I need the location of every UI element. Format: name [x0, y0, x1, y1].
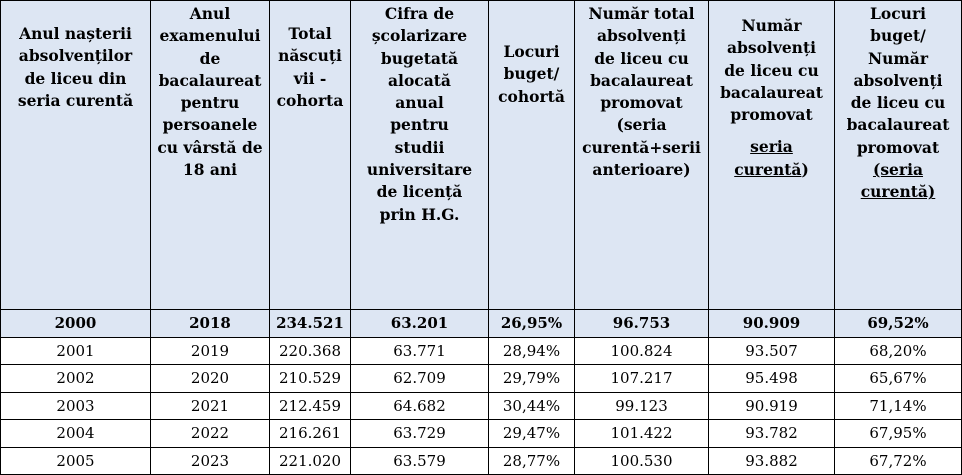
- cell-budget-places: 62.709: [351, 365, 489, 393]
- cell-places-per-cohort: 28,77%: [489, 447, 575, 475]
- cell-current-graduates: 93.782: [709, 420, 835, 448]
- header-places-per-graduates: Locuri buget/ Număr absolvenți de liceu cu bacalaureat promovat (seria curentă): [835, 1, 962, 310]
- header-row: [1, 1, 962, 310]
- table-row: [1, 420, 962, 448]
- header-places-per-cohort: Locuri buget/ cohortă: [489, 1, 575, 310]
- cell-places-per-graduates: 71,14%: [835, 392, 962, 420]
- cell-budget-places: 63.579: [351, 447, 489, 475]
- cell-places-per-graduates: 65,67%: [835, 365, 962, 393]
- cell-budget-places: 63.771: [351, 337, 489, 365]
- cell-places-per-graduates: 69,52%: [835, 310, 962, 338]
- cell-total-births: 234.521: [270, 310, 351, 338]
- cell-exam-year: 2023: [151, 447, 270, 475]
- table-row: [1, 310, 962, 338]
- cell-places-per-cohort: 26,95%: [489, 310, 575, 338]
- cell-budget-places: 63.201: [351, 310, 489, 338]
- cell-total-graduates: 100.530: [575, 447, 709, 475]
- cell-total-births: 210.529: [270, 365, 351, 393]
- cell-exam-year: 2018: [151, 310, 270, 338]
- header-total-births: Total născuți vii - cohorta: [270, 1, 351, 310]
- cell-current-graduates: 95.498: [709, 365, 835, 393]
- header-total-graduates: Număr total absolvenți de liceu cu bacalaureat promovat (seria curentă+serii anterioare): [575, 1, 709, 310]
- cell-birth-year: 2005: [1, 447, 151, 475]
- cell-birth-year: 2000: [1, 310, 151, 338]
- cell-total-graduates: 100.824: [575, 337, 709, 365]
- cell-places-per-graduates: 67,95%: [835, 420, 962, 448]
- cell-exam-year: 2020: [151, 365, 270, 393]
- cell-exam-year: 2019: [151, 337, 270, 365]
- cell-places-per-cohort: 30,44%: [489, 392, 575, 420]
- cell-exam-year: 2022: [151, 420, 270, 448]
- cell-total-graduates: 107.217: [575, 365, 709, 393]
- cell-budget-places: 64.682: [351, 392, 489, 420]
- table-row: [1, 392, 962, 420]
- cell-places-per-cohort: 29,47%: [489, 420, 575, 448]
- header-current-graduates: Număr absolvenți de liceu cu bacalaureat promovat seria curentă): [709, 1, 835, 310]
- cell-budget-places: 63.729: [351, 420, 489, 448]
- table-row: [1, 337, 962, 365]
- cell-birth-year: 2003: [1, 392, 151, 420]
- cell-current-graduates: 93.507: [709, 337, 835, 365]
- cell-current-graduates: 90.909: [709, 310, 835, 338]
- cell-total-births: 221.020: [270, 447, 351, 475]
- cell-places-per-cohort: 28,94%: [489, 337, 575, 365]
- cell-total-births: 216.261: [270, 420, 351, 448]
- cell-total-graduates: 99.123: [575, 392, 709, 420]
- cell-places-per-cohort: 29,79%: [489, 365, 575, 393]
- cell-places-per-graduates: 68,20%: [835, 337, 962, 365]
- header-exam-year: Anul examenului de bacalaureat pentru persoanele cu vârstă de 18 ani: [151, 1, 270, 310]
- cell-exam-year: 2021: [151, 392, 270, 420]
- cell-birth-year: 2002: [1, 365, 151, 393]
- cell-current-graduates: 93.882: [709, 447, 835, 475]
- cell-total-births: 212.459: [270, 392, 351, 420]
- cell-current-graduates: 90.919: [709, 392, 835, 420]
- cell-total-births: 220.368: [270, 337, 351, 365]
- header-budget-places: Cifra de școlarizare bugetată alocată anual pentru studii universitare de licență prin H.G.: [351, 1, 489, 310]
- table-row: [1, 447, 962, 475]
- table-row: [1, 365, 962, 393]
- cell-birth-year: 2004: [1, 420, 151, 448]
- cell-total-graduates: 96.753: [575, 310, 709, 338]
- cell-birth-year: 2001: [1, 337, 151, 365]
- cell-total-graduates: 101.422: [575, 420, 709, 448]
- header-birth-year: Anul nașterii absolvenților de liceu din seria curentă: [1, 1, 151, 310]
- cell-places-per-graduates: 67,72%: [835, 447, 962, 475]
